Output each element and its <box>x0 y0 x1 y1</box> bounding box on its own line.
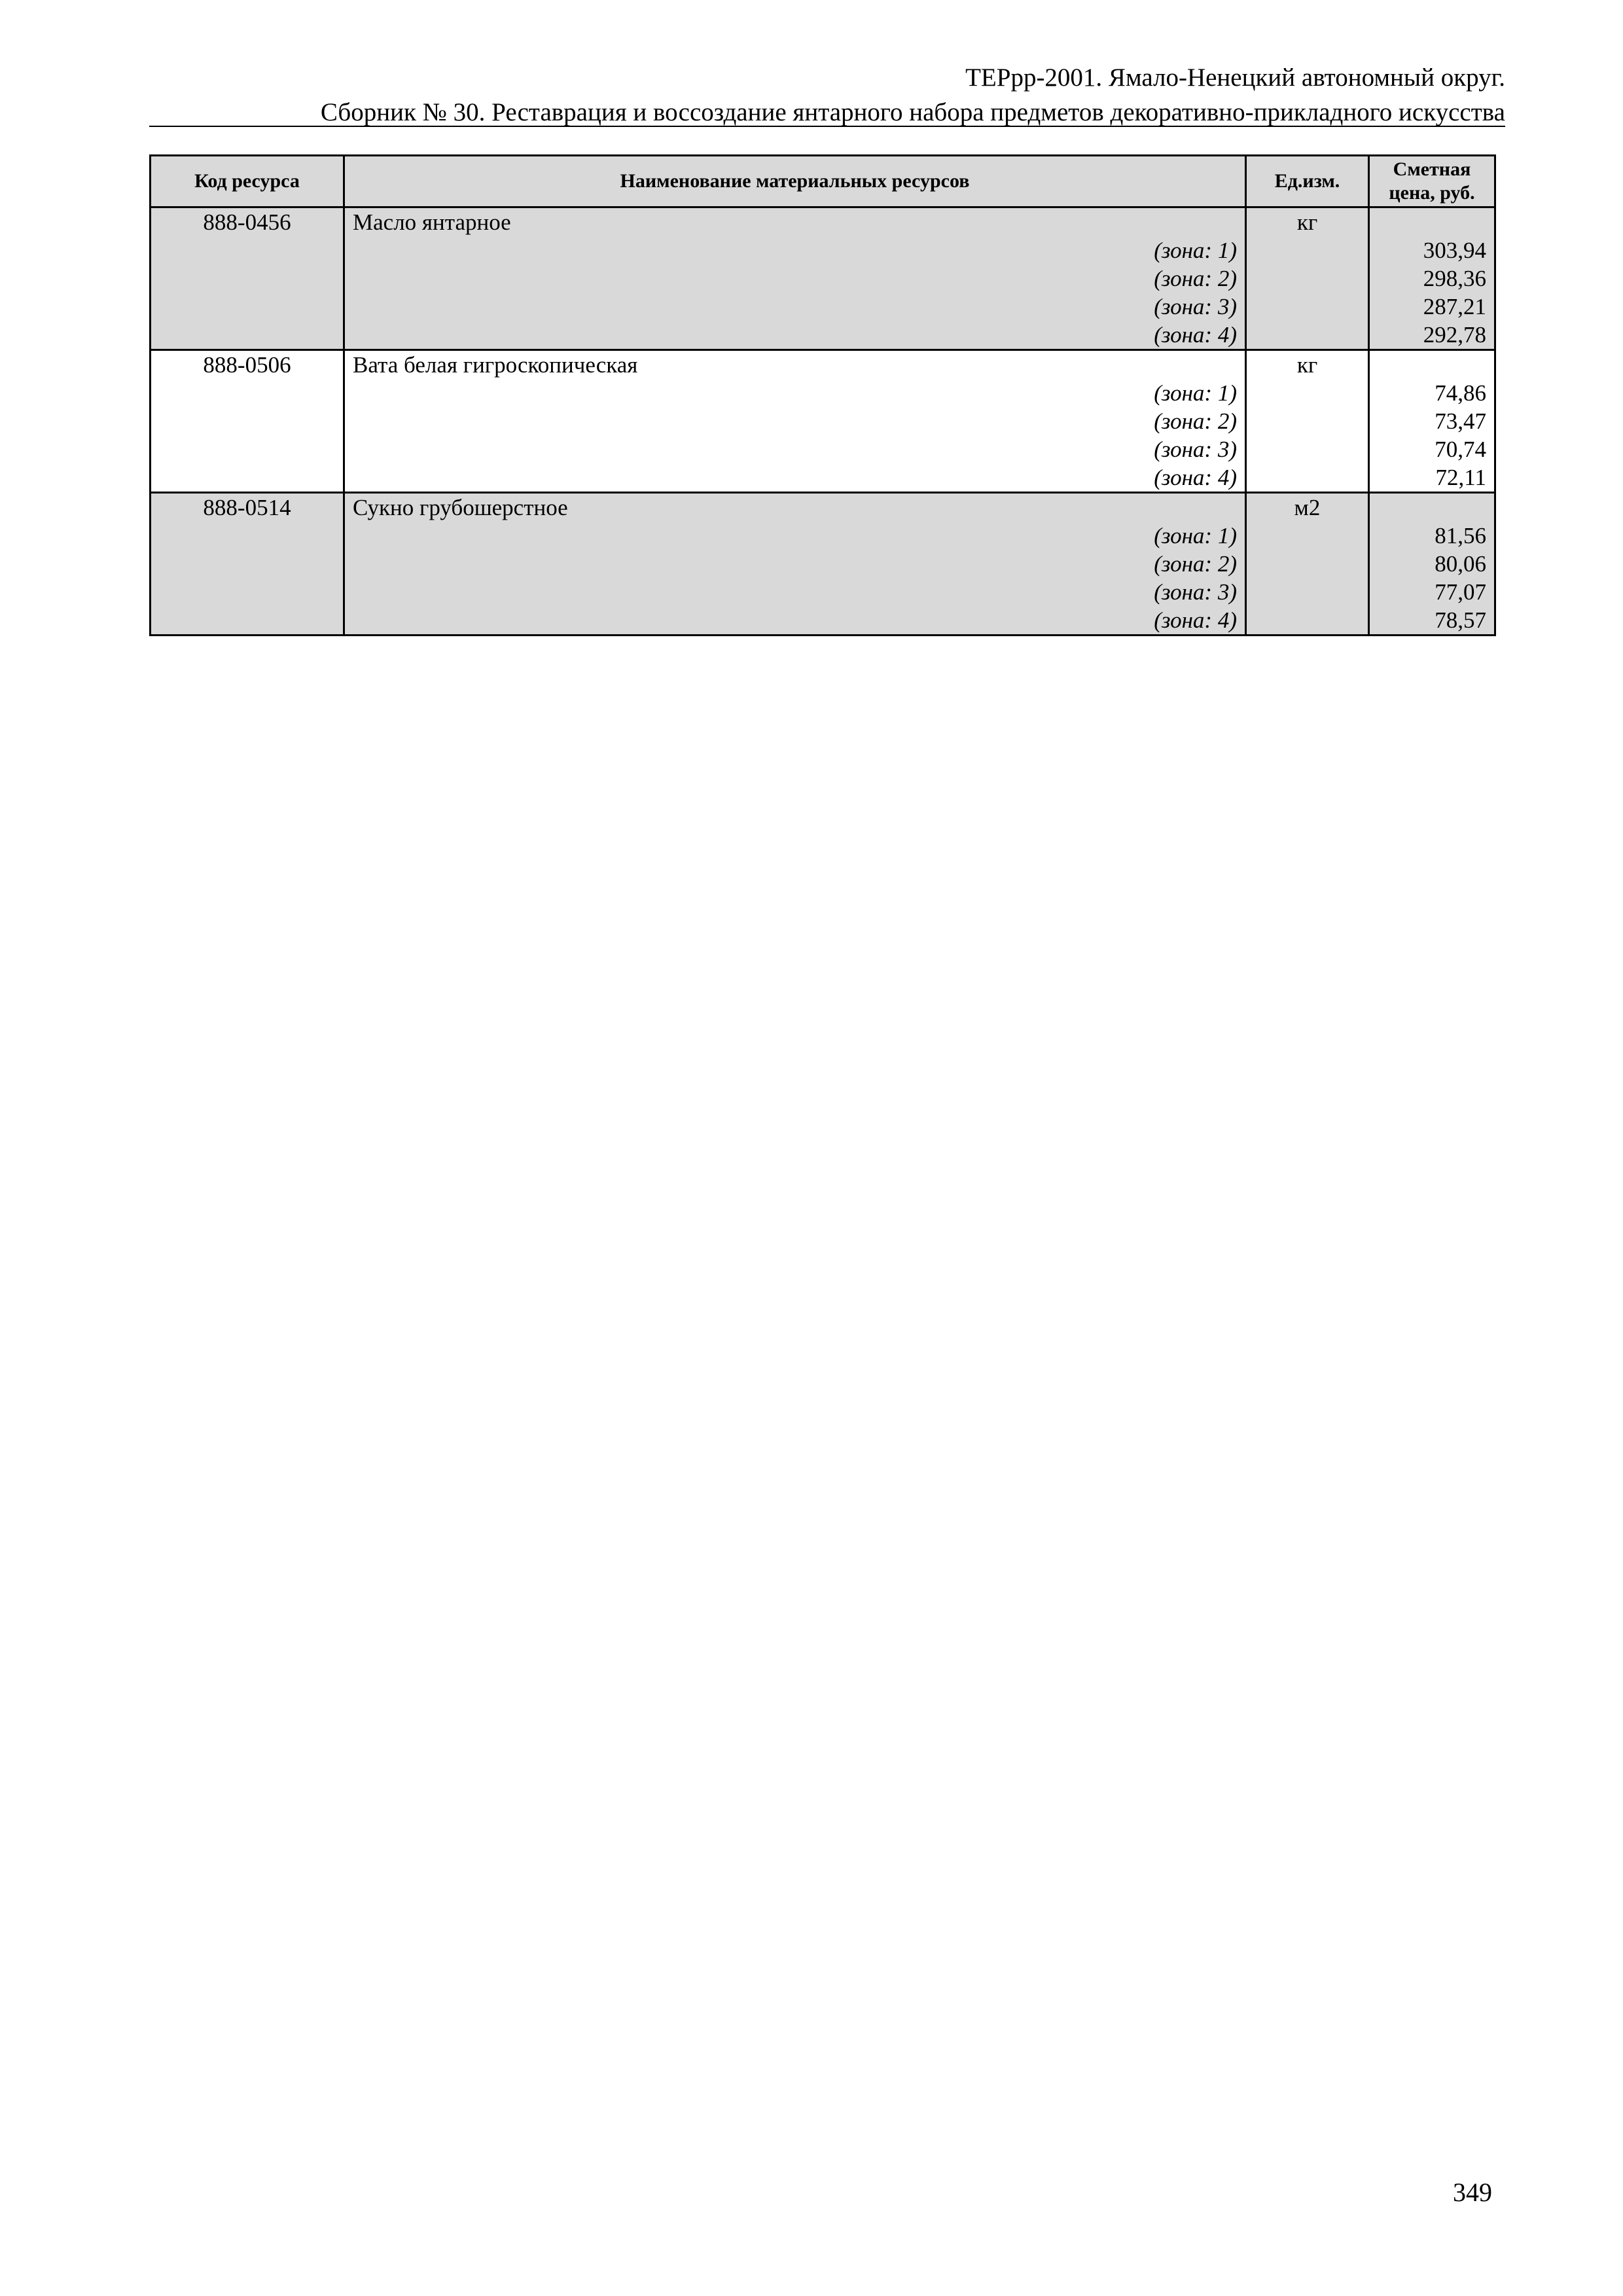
table-row <box>151 463 1495 493</box>
table-row <box>151 606 1495 636</box>
resource-price-empty <box>1369 207 1495 237</box>
table-row <box>151 207 1495 237</box>
resource-code: 888-0506 <box>151 350 344 380</box>
table-row <box>151 407 1495 435</box>
cell-empty <box>151 379 344 407</box>
cell-empty <box>1246 379 1369 407</box>
table-row <box>151 522 1495 550</box>
cell-empty <box>1246 321 1369 350</box>
page-number: 349 <box>1453 2178 1492 2207</box>
zone-price: 287,21 <box>1369 293 1495 321</box>
header-line-2: Сборник № 30. Реставрация и воссоздание янтарного набора предметов декоративно-прикладного искусства <box>320 98 1505 126</box>
zone-price: 77,07 <box>1369 578 1495 606</box>
cell-empty <box>1246 463 1369 493</box>
cell-empty <box>151 321 344 350</box>
table-row <box>151 350 1495 380</box>
zone-price: 303,94 <box>1369 236 1495 264</box>
table-row <box>151 321 1495 350</box>
zone-price: 292,78 <box>1369 321 1495 350</box>
page-header <box>149 60 1505 130</box>
zone-price: 81,56 <box>1369 522 1495 550</box>
cell-empty <box>151 264 344 293</box>
cell-empty <box>151 522 344 550</box>
zone-label: (зона: 4) <box>344 463 1246 493</box>
cell-empty <box>1246 435 1369 463</box>
zone-price: 78,57 <box>1369 606 1495 636</box>
zone-label: (зона: 4) <box>344 606 1246 636</box>
table-row <box>151 550 1495 578</box>
resource-code: 888-0514 <box>151 493 344 522</box>
column-header-price-line1: Сметная <box>1393 158 1471 180</box>
cell-empty <box>151 236 344 264</box>
zone-price: 70,74 <box>1369 435 1495 463</box>
cell-empty <box>151 578 344 606</box>
column-header-name: Наименование материальных ресурсов <box>344 156 1246 207</box>
cell-empty <box>1246 522 1369 550</box>
table-row <box>151 236 1495 264</box>
table-row <box>151 379 1495 407</box>
column-header-unit: Ед.изм. <box>1246 156 1369 207</box>
cell-empty <box>1246 236 1369 264</box>
resource-unit: кг <box>1246 350 1369 380</box>
table-row <box>151 578 1495 606</box>
cell-empty <box>151 550 344 578</box>
zone-price: 74,86 <box>1369 379 1495 407</box>
zone-label: (зона: 3) <box>344 293 1246 321</box>
table-header-row <box>151 156 1495 207</box>
zone-price: 72,11 <box>1369 463 1495 493</box>
column-header-price <box>1369 156 1495 207</box>
table-row <box>151 493 1495 522</box>
column-header-code: Код ресурса <box>151 156 344 207</box>
resource-unit: м2 <box>1246 493 1369 522</box>
zone-label: (зона: 3) <box>344 578 1246 606</box>
zone-price: 73,47 <box>1369 407 1495 435</box>
cell-empty <box>151 463 344 493</box>
resource-name: Вата белая гигроскопическая <box>344 350 1246 380</box>
resource-price-empty <box>1369 350 1495 380</box>
header-line-1: ТЕРрр-2001. Ямало-Ненецкий автономный округ. <box>965 63 1505 92</box>
zone-label: (зона: 3) <box>344 435 1246 463</box>
resource-code: 888-0456 <box>151 207 344 237</box>
resource-name: Масло янтарное <box>344 207 1246 237</box>
table-row <box>151 293 1495 321</box>
header-divider <box>149 126 1505 127</box>
zone-label: (зона: 2) <box>344 407 1246 435</box>
cell-empty <box>1246 550 1369 578</box>
resource-price-empty <box>1369 493 1495 522</box>
resource-name: Сукно грубошерстное <box>344 493 1246 522</box>
column-header-price-line2: цена, руб. <box>1389 182 1475 204</box>
table-row <box>151 264 1495 293</box>
cell-empty <box>151 293 344 321</box>
cell-empty <box>1246 407 1369 435</box>
cell-empty <box>151 435 344 463</box>
cell-empty <box>1246 578 1369 606</box>
zone-label: (зона: 2) <box>344 550 1246 578</box>
zone-label: (зона: 1) <box>344 522 1246 550</box>
resource-unit: кг <box>1246 207 1369 237</box>
resources-table <box>149 154 1496 636</box>
cell-empty <box>1246 606 1369 636</box>
cell-empty <box>1246 264 1369 293</box>
cell-empty <box>151 407 344 435</box>
zone-price: 298,36 <box>1369 264 1495 293</box>
zone-label: (зона: 4) <box>344 321 1246 350</box>
cell-empty <box>1246 293 1369 321</box>
table-row <box>151 435 1495 463</box>
cell-empty <box>151 606 344 636</box>
zone-label: (зона: 2) <box>344 264 1246 293</box>
zone-price: 80,06 <box>1369 550 1495 578</box>
zone-label: (зона: 1) <box>344 236 1246 264</box>
zone-label: (зона: 1) <box>344 379 1246 407</box>
